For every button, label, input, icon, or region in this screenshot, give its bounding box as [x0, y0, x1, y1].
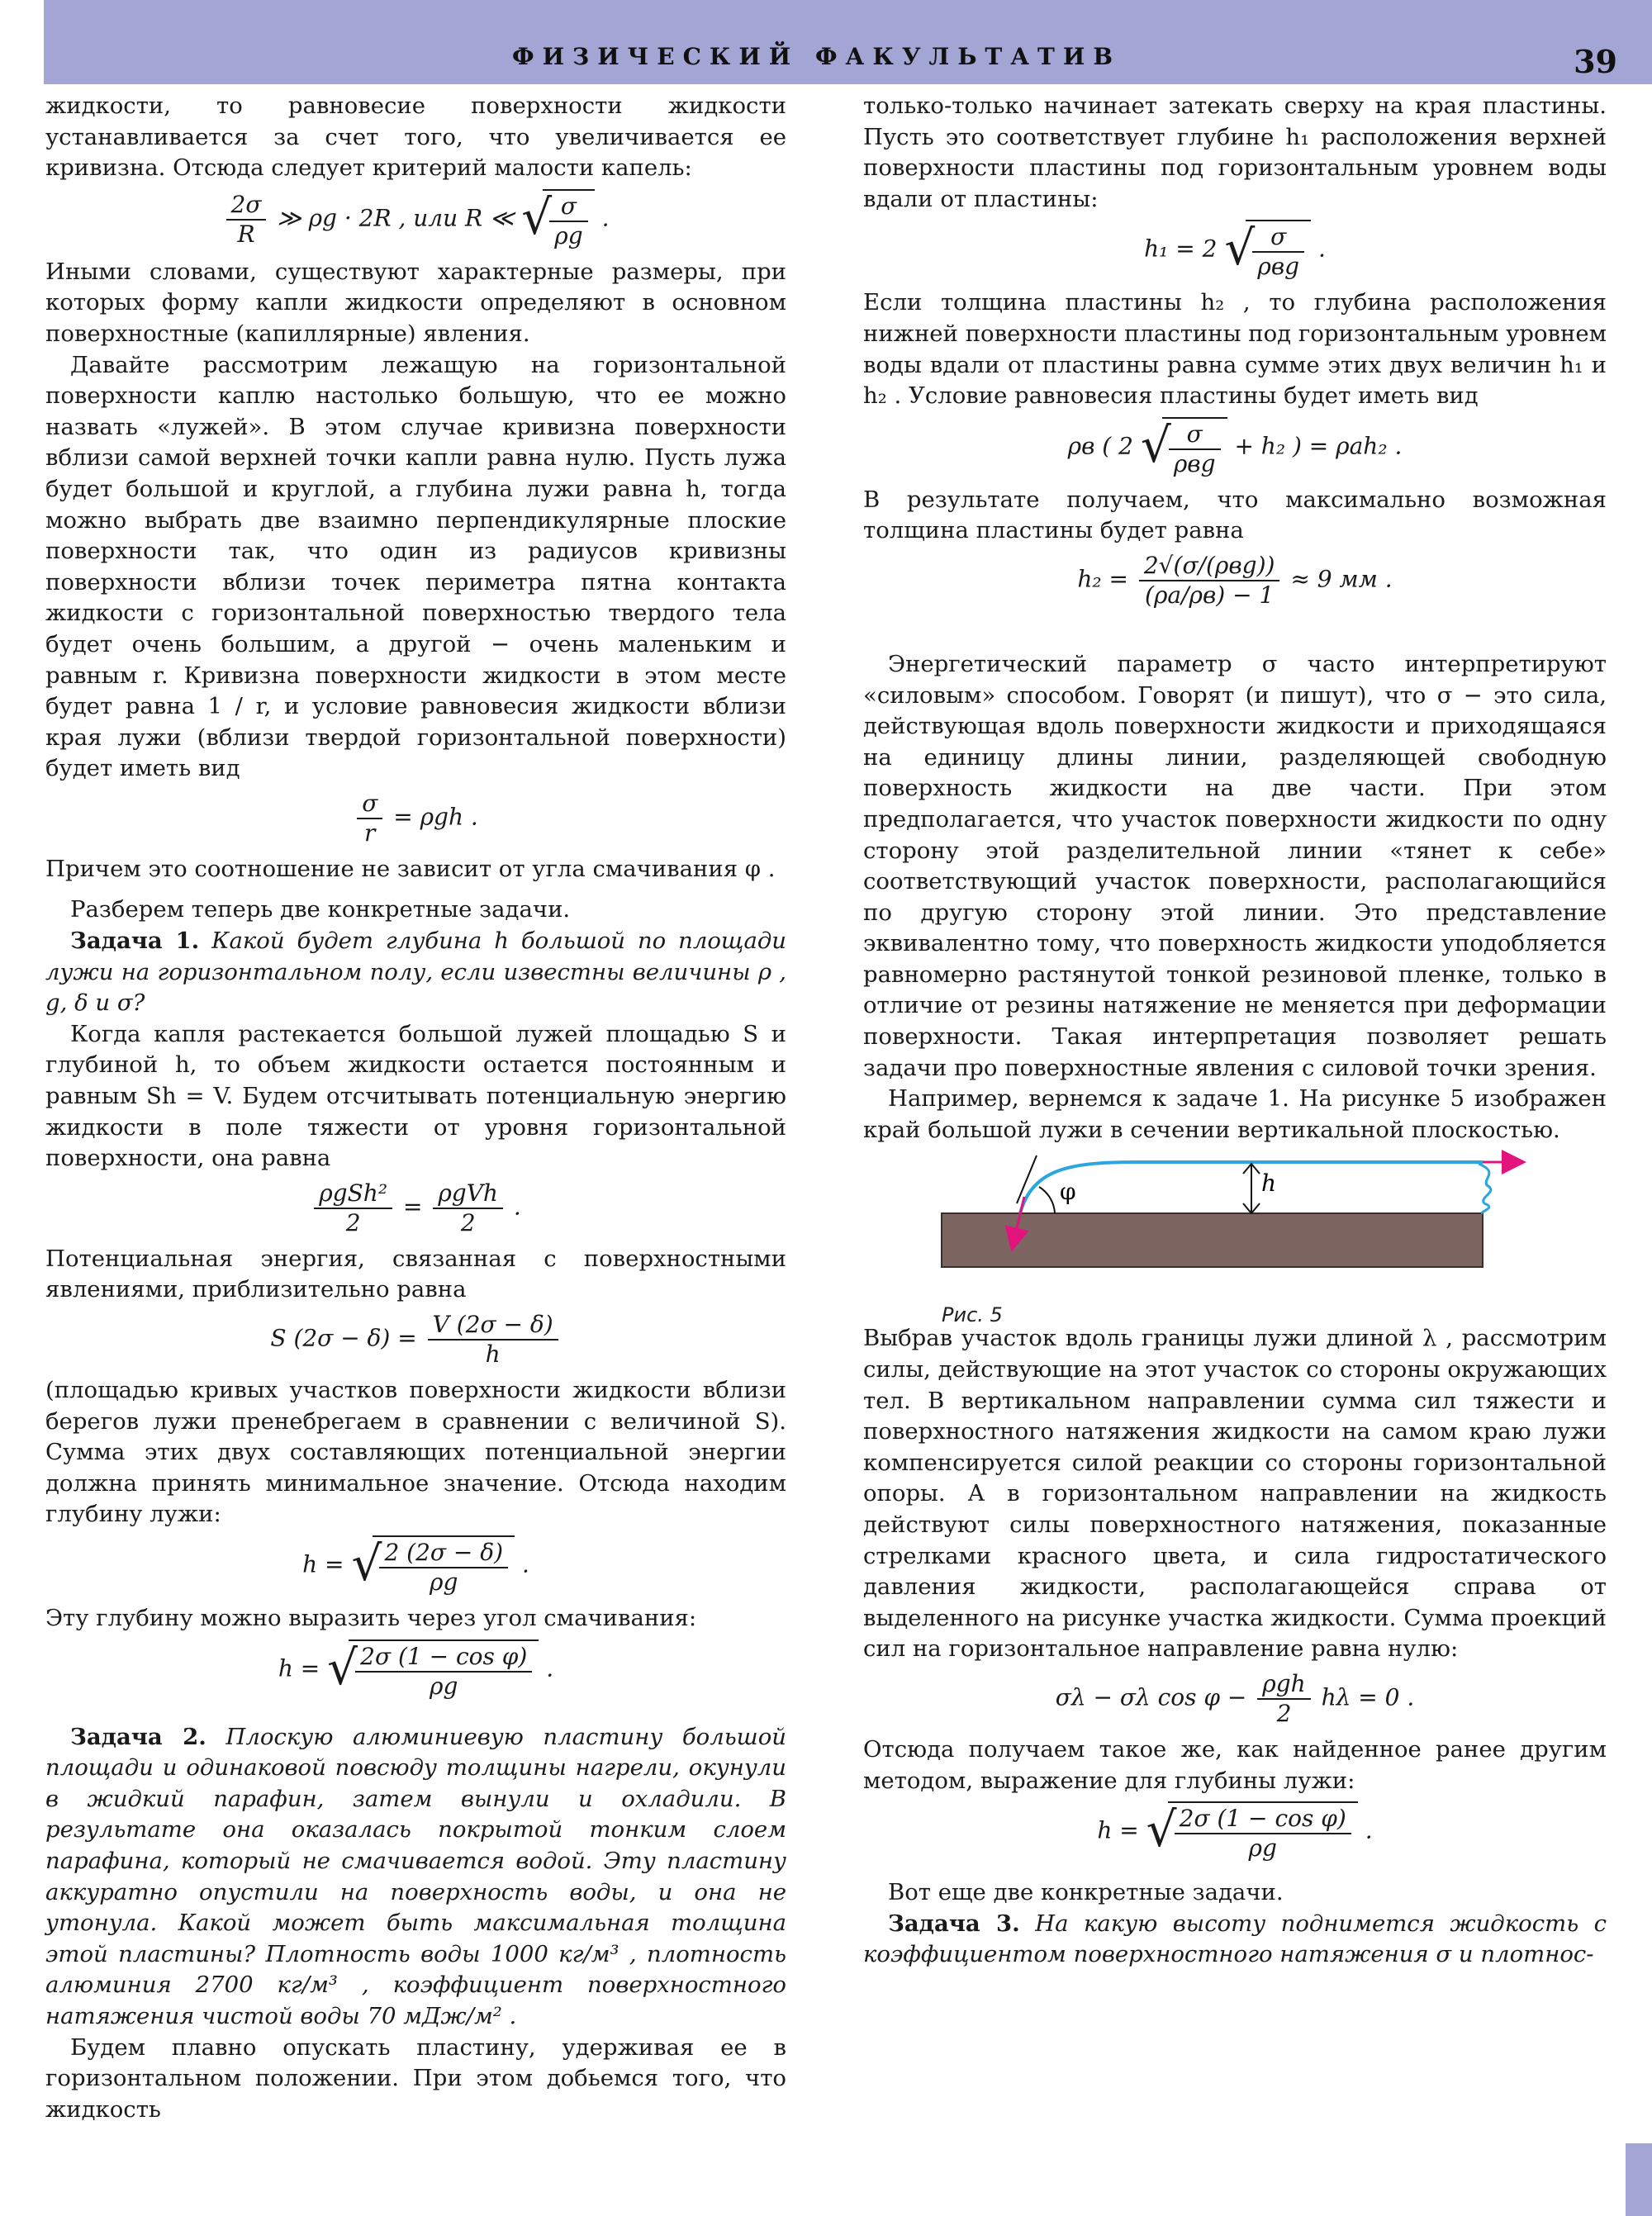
- equation-drop-criterion: $\frac{2\sigma}{R}$ ≫ ρg · 2R , или R ≪ √ $\frac{\sigma}{\rho g}$ .: [45, 189, 786, 250]
- left-column: [45, 91, 786, 2125]
- page-number: 39: [1574, 43, 1617, 80]
- paragraph: Отсюда получаем такое же, как найденное ранее другим методом, выражение для глубины лужи:: [863, 1735, 1607, 1794]
- task-1: Задача 1. Какой будет глубина h большой по площади лужи на горизонтальном полу, если известны величины ρ , g, δ и σ?: [45, 928, 786, 1017]
- support-plate: [942, 1213, 1483, 1267]
- equation-plate-balance: ρв ( 2 √ $\frac{\sigma}{\text{ρвg}}$ + h₂ ) = ρаh₂ .: [1067, 416, 1403, 477]
- paragraph: Выбрав участок вдоль границы лужи длиной λ , рассмотрим силы, действующие на этот участок со стороны окружающих тел. В вертикальном направлении сумма сил тяжести и поверхностного натяжения жидкости на самом краю лужи компенсируется силой реакции со стороны горизонтальной опоры. А в горизонтальном направлении на жидкость действуют силы поверхностного натяжения, показанные стрелками красного цвета, и сила гидростатического давления жидкости, располагающейся справа от выделенного на рисунке участка жидкости. Сумма проекций сил на горизонтальное направление равна нулю:: [863, 1325, 1607, 1663]
- right-column: [863, 91, 1607, 1971]
- equation-h1: h₁ = 2 √ $\frac{\sigma}{\text{ρвg}}$ .: [1144, 220, 1326, 281]
- side-tab: [1626, 2143, 1652, 2216]
- angle-arc: [1039, 1187, 1055, 1213]
- phi-label: φ: [1060, 1178, 1076, 1206]
- figure-caption: Рис. 5: [942, 1303, 1003, 1327]
- equation-edge-balance: $\frac{\sigma}{r}$ = ρgh .: [45, 790, 786, 847]
- paragraph: Разберем теперь две конкретные задачи.: [70, 896, 571, 923]
- task-2: Задача 2. Плоскую алюминиевую пластину большой площади и одинаковой повсюду толщины нагрели, окунули в жидкий парафин, затем вынули и охладили. В результате она оказалась покрытой тонким слоем парафина, который не смачивается водой. Эту пластину аккуратно опустили на поверхность воды, и она не утонула. Какой может быть максимальная толщина этой пластины? Плотность воды 1000 кг/м³ , плотность алюминия 2700 кг/м³ , коэффициент поверхностного натяжения чистой воды 70 мДж/м² .: [45, 1723, 786, 2029]
- equation-depth-angle: h = √ $\frac{\text{2σ (1 − cos φ)}}{\rho g}$ .: [278, 1639, 554, 1700]
- paragraph: только-только начинает затекать сверху на края пластины. Пусть это соответствует глубине h₁ расположения верхней поверхности пластины под горизонтальным уровнем воды вдали от пластины:: [863, 93, 1607, 212]
- equation-depth: h = √ $\frac{2 (2\sigma - \delta)}{\rho g}$ .: [302, 1535, 529, 1596]
- paragraph: Вот еще две конкретные задачи.: [888, 1879, 1284, 1906]
- figure-5: [863, 1146, 1607, 1327]
- equation-depth-repeat: h = √ $\frac{\text{2σ (1 − cos φ)}}{\rho g}$ .: [1097, 1801, 1373, 1862]
- paragraph: Эту глубину можно выразить через угол смачивания:: [45, 1604, 697, 1631]
- paragraph: Причем это соотношение не зависит от угла смачивания φ .: [45, 855, 776, 882]
- paragraph: Когда капля растекается большой лужей площадью S и глубиной h, то объем жидкости остается постоянным и равным Sh = V. Будем отсчитывать потенциальную энергию жидкости в поле тяжести от уровня горизонтальной поверхности, она равна: [45, 1020, 786, 1172]
- paragraph: Иными словами, существуют характерные размеры, при которых форму капли жидкости определяют в основном поверхностные (капиллярные) явления.: [45, 258, 786, 347]
- paragraph: Энергетический параметр σ часто интерпретируют «силовым» способом. Говорят (и пишут), что σ − это сила, действующая вдоль поверхности жидкости и приходящаяся на единицу длины линии, разделяющей свободную поверхность жидкости на две части. При этом предполагается, что участок поверхности жидкости по одну сторону этой разделительной линии «тянет к себе» соответствующий участок поверхности, располагающийся по другую сторону этой линии. Это представление эквивалентно тому, что поверхность жидкости уподобляется равномерно растянутой тонкой резиновой пленке, только в отличие от резины натяжение не меняется при деформации поверхности. Такая интерпретация позволяет решать задачи про поверхностные явления с силовой точки зрения.: [863, 650, 1607, 1081]
- paragraph: Потенциальная энергия, связанная с поверхностными явлениями, приблизительно равна: [45, 1245, 786, 1303]
- paragraph: жидкости, то равновесие поверхности жидкости устанавливается за счет того, что увеличивается ее кривизна. Отсюда следует критерий малости капель:: [45, 93, 786, 182]
- equation-potential-energy: $\frac{\text{ρgSh²}}{2}$ = $\frac{\text{ρgVh}}{2}$ .: [45, 1179, 786, 1237]
- task-3: Задача 3. На какую высоту поднимется жидкость с коэффициентом поверхностного натяжения σ и плотнос-: [863, 1910, 1607, 1968]
- journal-title: ФИЗИЧЕСКИЙ ФАКУЛЬТАТИВ: [512, 43, 1122, 70]
- paragraph: Будем плавно опускать пластину, удерживая ее в горизонтальном положении. При этом добьемся того, что жидкость: [45, 2033, 786, 2123]
- equation-force-balance: σλ − σλ cos φ − $\frac{\text{ρgh}}{2}$ hλ = 0 .: [1055, 1669, 1415, 1727]
- equation-h2: h₂ = $\frac{\text{2√(σ/(ρвg))}}{(\rho а/\rho в) - 1}$ ≈ 9 мм .: [1077, 551, 1393, 609]
- paragraph: В результате получаем, что максимально возможная толщина пластины будет равна: [863, 486, 1607, 544]
- paragraph: Например, вернемся к задаче 1. На рисунке 5 изображен край большой лужи в сечении вертикальной плоскостью.: [863, 1085, 1607, 1143]
- puddle-edge-diagram: [863, 1146, 1607, 1323]
- paragraph: (площадью кривых участков поверхности жидкости вблизи берегов лужи пренебрегаем в сравнении с величиной S). Сумма этих двух составляющих потенциальной энергии должна принять минимальное значение. Отсюда находим глубину лужи:: [45, 1377, 786, 1528]
- h-label: h: [1261, 1170, 1277, 1198]
- cut-boundary: [1479, 1164, 1491, 1213]
- equation-surface-energy: S (2σ − δ) = $\frac{V (2\sigma - \delta)}{h}$: [45, 1311, 786, 1369]
- paragraph: Если толщина пластины h₂ , то глубина расположения нижней поверхности пластины под горизонтальным уровнем воды вдали от пластины равна сумме этих двух величин h₁ и h₂ . Условие равновесия пластины будет иметь вид: [863, 289, 1607, 410]
- page-header: [44, 0, 1652, 84]
- paragraph: Давайте рассмотрим лежащую на горизонтальной поверхности каплю настолько большую, что ее можно назвать «лужей». В этом случае кривизна поверхности вблизи самой верхней точки капли равна нулю. Пусть лужа будет большой и круглой, а глубина лужи равна h, тогда можно выбрать две взаимно перпендикулярные плоские поверхности так, что один из радиусов кривизны поверхности вблизи точек периметра пятна контакта жидкости с горизонтальной поверхностью твердого тела будет очень большим, а другой − очень маленьким и равным r. Кривизна поверхности жидкости в этом месте будет равна 1 / r, и условие равновесия жидкости вблизи края лужи (вблизи твердой горизонтальной поверхности) будет иметь вид: [45, 351, 786, 782]
